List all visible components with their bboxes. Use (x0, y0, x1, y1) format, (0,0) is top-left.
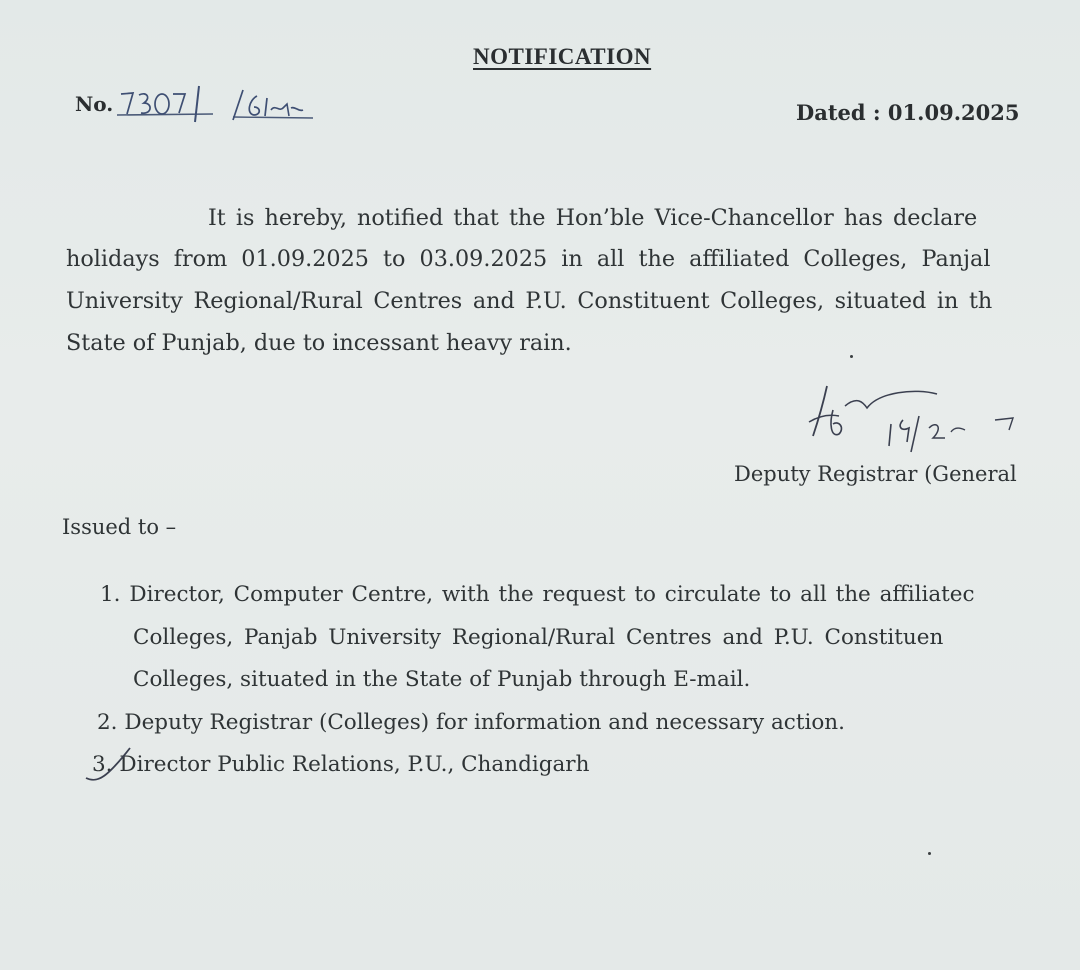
document-title: NOTIFICATION (473, 44, 652, 69)
ink-speck (928, 852, 931, 855)
date-line: Dated : 01.09.2025 (796, 100, 1020, 125)
ink-speck (850, 355, 853, 358)
body-line-3: University Regional/Rural Centres and P.U. Constituent Colleges, situated in th (66, 288, 993, 314)
issued-to-heading: Issued to – (62, 515, 177, 539)
body-line-4: State of Punjab, due to incessant heavy rain. (66, 330, 572, 356)
distribution-item-2: 2. Deputy Registrar (Colleges) for information and necessary action. (97, 710, 845, 735)
distribution-item-1-line-1: 1. Director, Computer Centre, with the request to circulate to all the affiliatec (100, 582, 975, 607)
body-line-1: It is hereby, notified that the Hon’ble Vice-Chancellor has declare (208, 205, 978, 231)
distribution-item-1-line-3: Colleges, situated in the State of Punjab through E-mail. (133, 667, 751, 692)
body-line-2: holidays from 01.09.2025 to 03.09.2025 in all the affiliated Colleges, Panjal (66, 246, 991, 272)
reference-number-label: No. (75, 92, 114, 116)
signatory-designation: Deputy Registrar (General (734, 462, 1017, 486)
distribution-item-3: 3. Director Public Relations, P.U., Chandigarh (92, 752, 590, 777)
handwritten-tick-mark (84, 742, 144, 787)
handwritten-signature (805, 380, 1035, 455)
distribution-item-1-line-2: Colleges, Panjab University Regional/Rural Centres and P.U. Constituen (133, 625, 944, 650)
handwritten-reference-number (115, 82, 315, 130)
